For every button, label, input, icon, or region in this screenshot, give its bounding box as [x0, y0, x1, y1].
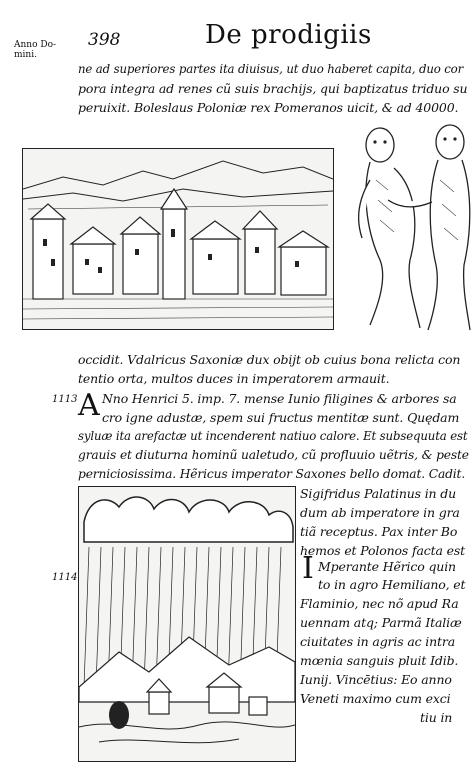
- text-line: hemos et Polonos facta est: [300, 543, 465, 558]
- year-marker: 1114: [52, 572, 78, 583]
- text-line: Sigifridus Palatinus in du: [300, 486, 457, 501]
- text-line: peruixit. Boleslaus Poloniæ rex Pomeranos uicit, & ad 40000.: [78, 100, 459, 115]
- text-line: Nno Henrici 5. imp. 7. mense Iunio filigines & arbores sa: [102, 391, 457, 406]
- text-line: Flaminio, nec nõ apud Ra: [300, 596, 459, 611]
- drop-cap: I: [302, 551, 314, 586]
- text-line: Mperante Hẽrico quin: [318, 559, 456, 574]
- page-number: 398: [88, 30, 121, 50]
- woodcut-conjoined-twins: [358, 120, 475, 338]
- rain-drawing: [79, 487, 295, 761]
- woodcut-blood-rain: [78, 486, 296, 762]
- twins-drawing: [358, 120, 475, 338]
- text-line: pora integra ad renes cũ suis brachijs, qui baptizatus triduo su: [78, 81, 468, 96]
- text-line: syluæ ita arefactæ ut incenderent natiuo calore. Et subsequuta est: [78, 429, 468, 443]
- text-line: mœnia sanguis pluit Idib.: [300, 653, 459, 668]
- text-line: tiã receptus. Pax inter Bo: [300, 524, 458, 539]
- margin-note-line: mini.: [14, 50, 37, 60]
- drop-cap: A: [78, 388, 100, 423]
- text-line: tiu in: [420, 710, 453, 725]
- text-line: cro igne adustæ, spem sui fructus mentitæ sunt. Quędam: [102, 410, 460, 425]
- text-line: grauis et diuturna hominũ ualetudo, cũ profluuio uẽtris, & peste: [78, 448, 469, 462]
- year-marker: 1113: [52, 394, 78, 405]
- text-line: ne ad superiores partes ita diuisus, ut duo haberet capita, duo cor: [78, 62, 464, 76]
- margin-note-line: Anno Do-: [14, 40, 57, 50]
- text-line: ciuitates in agris ac intra: [300, 634, 456, 649]
- text-line: uennam atq; Parmã Italiæ: [300, 615, 462, 630]
- text-line: Veneti maximo cum exci: [300, 691, 451, 706]
- text-line: tentio orta, multos duces in imperatorem armauit.: [78, 371, 390, 386]
- running-title: De prodigiis: [205, 20, 372, 50]
- town-drawing: [23, 149, 333, 329]
- text-line: occidit. Vdalricus Saxoniæ dux obijt ob cuius bona relicta con: [78, 352, 461, 367]
- text-line: perniciosissima. Hẽricus imperator Saxones bello domat. Cadit.: [78, 467, 466, 481]
- text-line: Iunij. Vincētius: Eo anno: [300, 672, 452, 687]
- text-line: to in agro Hemiliano, et: [318, 577, 466, 592]
- margin-note: [14, 40, 56, 60]
- woodcut-town-illustration: [22, 148, 334, 330]
- text-line: dum ab imperatore in gra: [300, 505, 460, 520]
